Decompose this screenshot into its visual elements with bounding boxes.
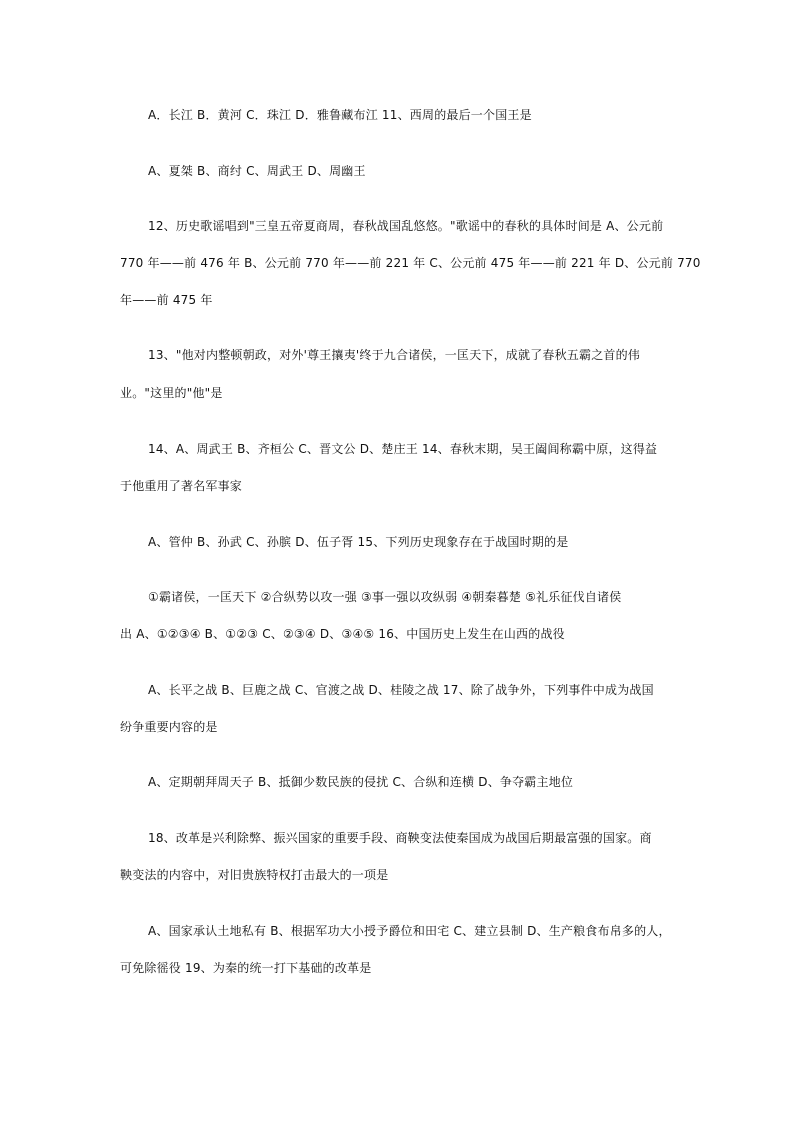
question-11-options-and-stem: A．长江 B．黄河 C．珠江 D．雅鲁藏布江 11、西周的最后一个国王是: [148, 108, 532, 122]
question-14-options-and-stem: 14、A、周武王 B、齐桓公 C、晋文公 D、楚庄王 14、春秋末期，吴王阖闾称霸中原，这得益: [148, 442, 658, 456]
question-17-options: A、定期朝拜周天子 B、抵御少数民族的侵扰 C、合纵和连横 D、争夺霸主地位: [148, 775, 574, 789]
question-14-stem-end: 于他重用了著名军事家: [120, 479, 243, 493]
question-16-options: A、长平之战 B、巨鹿之战 C、官渡之战 D、桂陵之战 17、除了战争外，下列事件中成为战国: [148, 683, 654, 697]
question-12-options: 770 年——前 476 年 B、公元前 770 年——前 221 年 C、公元前 475 年——前 221 年 D、公元前 770: [120, 256, 701, 270]
question-14-options: A、管仲 B、孙武 C、孙膑 D、伍子胥 15、下列历史现象存在于战国时期的是: [148, 535, 569, 549]
question-19-stem: 可免除徭役 19、为秦的统一打下基础的改革是: [120, 961, 372, 975]
question-15-options: 出 A、①②③④ B、①②③ C、②③④ D、③④⑤ 16、中国历史上发生在山西的战役: [120, 627, 565, 641]
question-13-stem: 13、"他对内整顿朝政，对外'尊王攘夷'终于九合诸侯，一匡天下，成就了春秋五霸之首的伟: [148, 348, 640, 362]
question-13-stem-end: 业。"这里的"他"是: [120, 386, 223, 400]
question-18-stem: 18、改革是兴利除弊、振兴国家的重要手段、商鞅变法使秦国成为战国后期最富强的国家。商: [148, 831, 652, 845]
question-12-stem: 12、历史歌谣唱到"三皇五帝夏商周，春秋战国乱悠悠。"歌谣中的春秋的具体时间是 A、公元前: [148, 219, 664, 233]
question-18-options: A、国家承认土地私有 B、根据军功大小授予爵位和田宅 C、建立县制 D、生产粮食布帛多的人，: [148, 924, 671, 938]
question-17-stem-end: 纷争重要内容的是: [120, 720, 218, 734]
question-15-statements: ①霸诸侯，一匡天下 ②合纵势以攻一强 ③事一强以攻纵弱 ④朝秦暮楚 ⑤礼乐征伐自诸侯: [148, 590, 622, 604]
question-18-stem-end: 鞅变法的内容中，对旧贵族特权打击最大的一项是: [120, 868, 389, 882]
question-11-options: A、夏桀 B、商纣 C、周武王 D、周幽王: [148, 164, 366, 178]
question-12-options-end: 年——前 475 年: [120, 293, 213, 307]
